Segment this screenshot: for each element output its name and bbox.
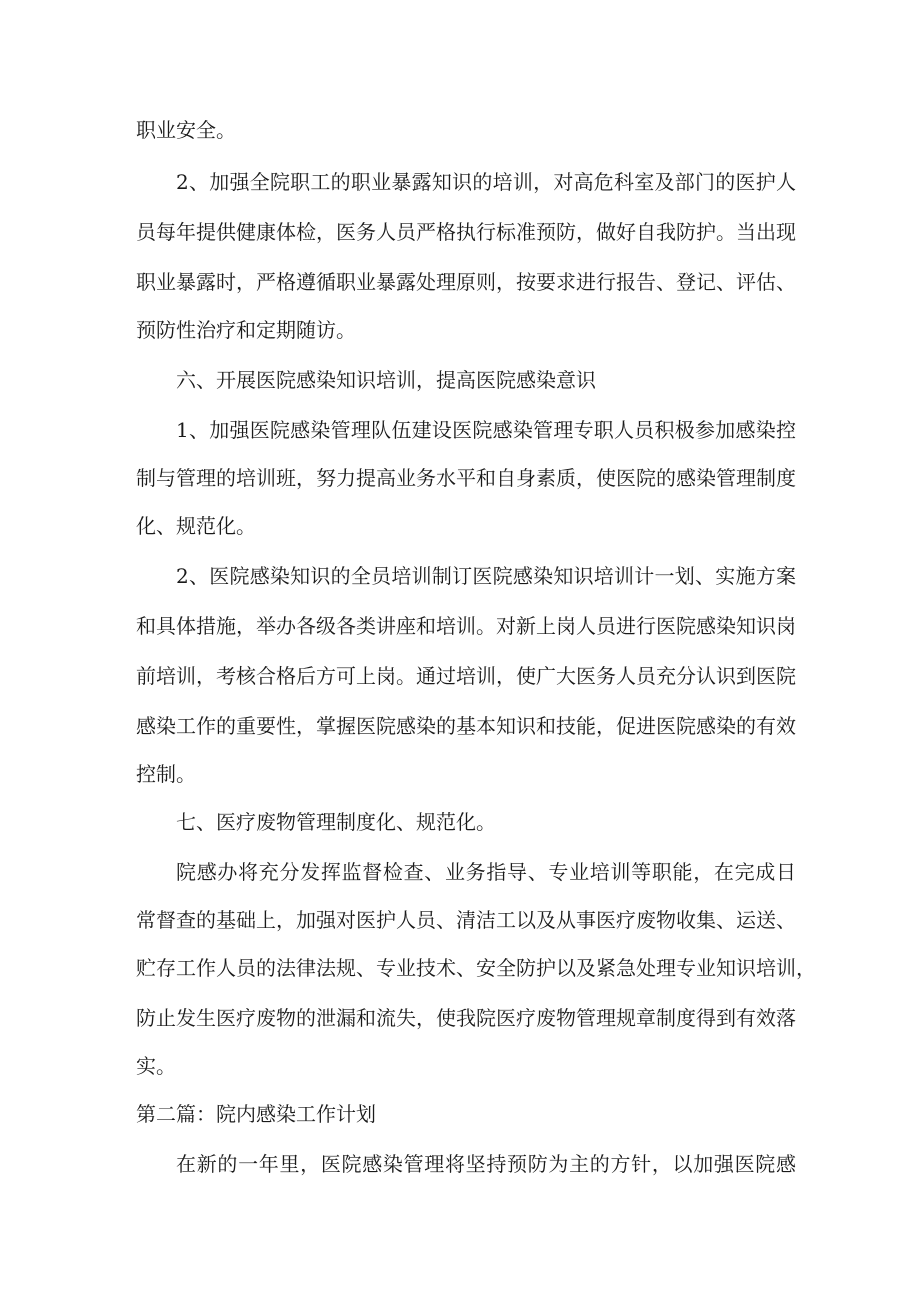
paragraph-start-line: 院感办将充分发挥监督检查、业务指导、专业培训等职能，在完成日: [176, 860, 796, 884]
text-line: 和具体措施，举办各级各类讲座和培训。对新上岗人员进行医院感染知识岗: [136, 614, 796, 638]
text-line: 职业安全。: [136, 118, 236, 142]
text-line: 职业暴露时，严格遵循职业暴露处理原则，按要求进行报告、登记、评估、: [136, 270, 796, 294]
text-line: 实。: [136, 1054, 176, 1078]
text-line: 控制。: [136, 762, 196, 786]
text-line: 员每年提供健康体检，医务人员严格执行标准预防，做好自我防护。当出现: [136, 220, 796, 244]
text-line: 化、规范化。: [136, 514, 256, 538]
paragraph-start-line: 在新的一年里，医院感染管理将坚持预防为主的方针，以加强医院感: [176, 1152, 796, 1176]
text-line: 前培训，考核合格后方可上岗。通过培训，使广大医务人员充分认识到医院: [136, 664, 796, 688]
paragraph-start-line: 2、加强全院职工的职业暴露知识的培训，对高危科室及部门的医护人: [176, 170, 796, 194]
section-heading: 七、医疗废物管理制度化、规范化。: [176, 810, 496, 834]
text-line: 感染工作的重要性，掌握医院感染的基本知识和技能，促进医院感染的有效: [136, 714, 796, 738]
text-line: 贮存工作人员的法律法规、专业技术、安全防护以及紧急处理专业知识培训，: [136, 956, 816, 980]
paragraph-start-line: 1、加强医院感染管理队伍建设医院感染管理专职人员积极参加感染控: [176, 418, 796, 442]
text-line: 制与管理的培训班，努力提高业务水平和自身素质，使医院的感染管理制度: [136, 466, 796, 490]
text-line: 常督查的基础上，加强对医护人员、清洁工以及从事医疗废物收集、运送、: [136, 908, 796, 932]
text-line: 预防性治疗和定期随访。: [136, 318, 356, 342]
text-line: 防止发生医疗废物的泄漏和流失，使我院医疗废物管理规章制度得到有效落: [136, 1006, 796, 1030]
section-heading: 六、开展医院感染知识培训，提高医院感染意识: [176, 368, 596, 392]
chapter-title: 第二篇：院内感染工作计划: [136, 1102, 376, 1126]
paragraph-start-line: 2、医院感染知识的全员培训制订医院感染知识培训计一划、实施方案: [176, 564, 796, 588]
